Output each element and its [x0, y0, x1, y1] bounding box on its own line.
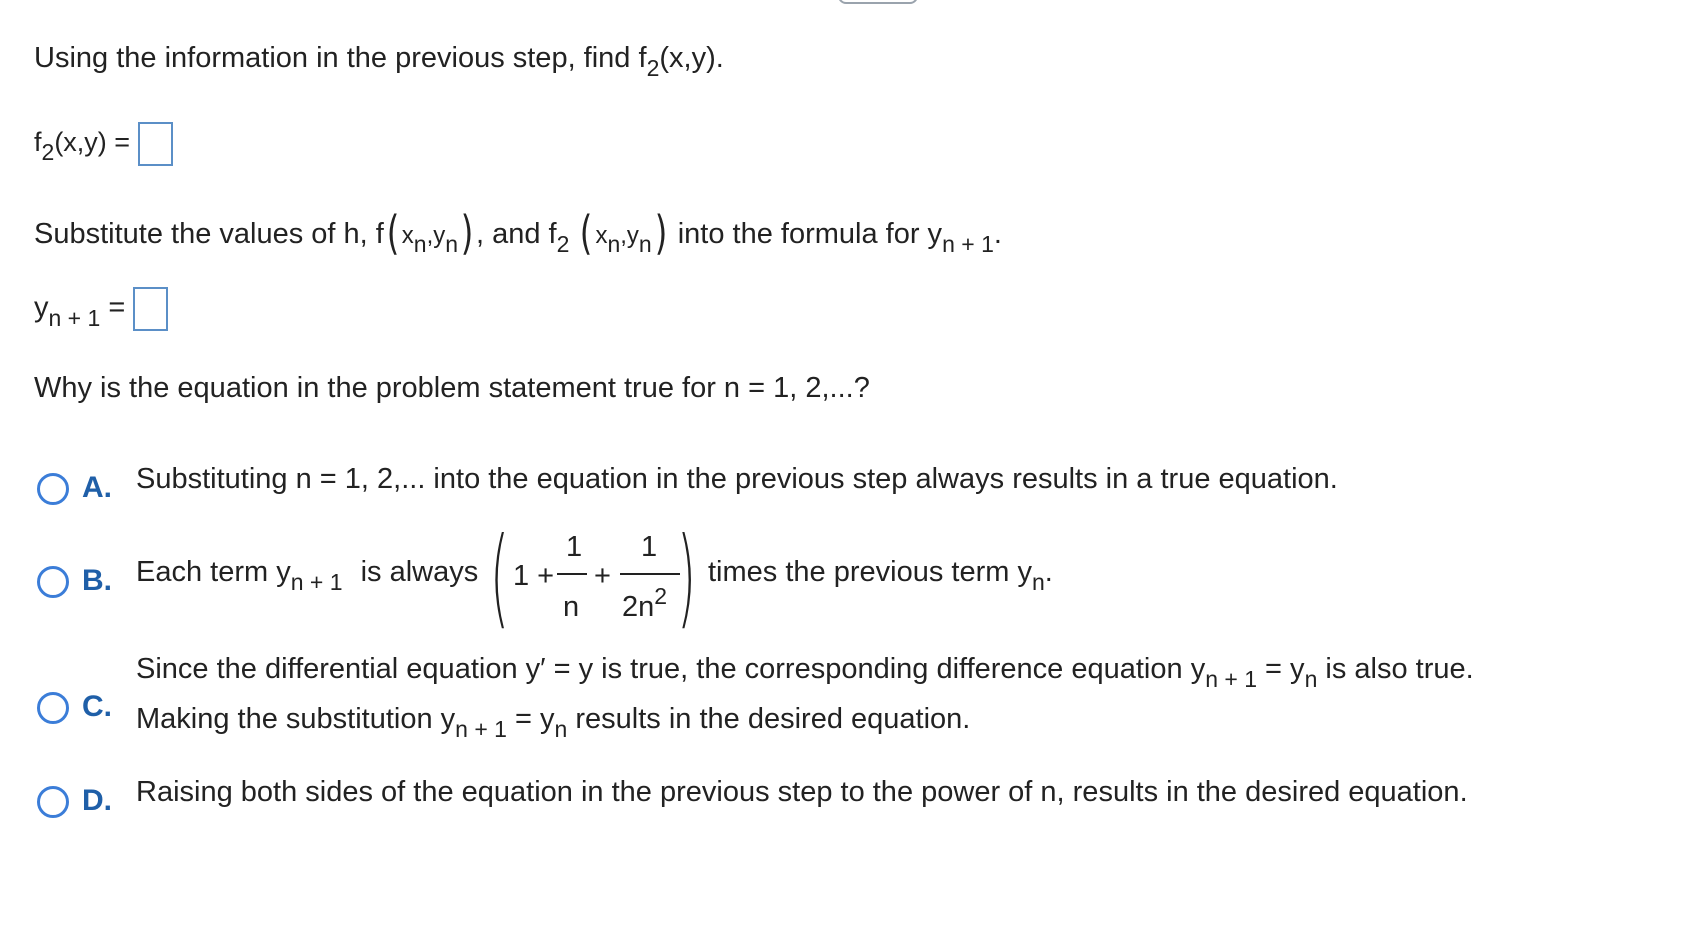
step2-prompt-mid: into the formula for y [677, 218, 943, 250]
option-c-line2-mid: = y [506, 703, 555, 735]
right-paren: ) [460, 206, 474, 260]
step1-prompt-sub: 2 [646, 55, 660, 81]
yn-sub: n [445, 231, 459, 257]
option-b-mid: is always [360, 556, 479, 588]
step1-equation [34, 122, 173, 166]
xn-comma-2: , [620, 222, 627, 249]
f2-answer-input[interactable] [138, 122, 173, 166]
step1-prompt [34, 42, 724, 81]
left-paren-2: ( [580, 206, 593, 260]
step2-eq-y: y [34, 291, 49, 324]
option-b-frac2-den [622, 583, 668, 624]
option-c-line1-sub2: n [1304, 666, 1318, 692]
xn-comma: , [426, 222, 434, 249]
step2-eq-equals: = [108, 291, 126, 324]
question-text: Why is the equation in the problem statement true for n = 1, 2,...? [34, 372, 870, 404]
option-c-line1-end: is also true. [1317, 653, 1474, 685]
left-paren: ( [386, 206, 400, 260]
option-c-radio[interactable] [37, 692, 69, 724]
option-c-line1-mid: = y [1257, 653, 1305, 685]
option-a-letter: A. [82, 471, 112, 504]
option-c-line2-end: results in the desired equation. [567, 703, 971, 735]
option-b-frac1-line [557, 573, 587, 575]
option-b-sub: n + 1 [290, 569, 343, 595]
option-d-radio[interactable] [37, 786, 69, 818]
option-c-line2-start: Making the substitution y [136, 703, 456, 735]
step2-and-sub: 2 [556, 231, 570, 257]
option-b-frac2-num: 1 [641, 531, 658, 563]
option-b-frac1-num: 1 [566, 531, 583, 563]
option-b-after: times the previous term y [708, 556, 1032, 588]
option-b-letter: B. [82, 564, 112, 597]
top-tab-handle[interactable] [838, 0, 918, 4]
step2-equation [34, 287, 168, 331]
yn-y-2: y [626, 222, 639, 249]
step2-prompt [34, 206, 1002, 260]
xn-sub: n [413, 231, 427, 257]
step2-prompt-end-sub: n + 1 [942, 231, 994, 257]
option-b-text-start[interactable] [136, 556, 479, 595]
option-b-one-plus: 1 + [513, 560, 555, 592]
option-c-line1[interactable] [136, 653, 1474, 692]
step1-prompt-text: Using the information in the previous step, find f [34, 42, 647, 74]
option-c-line2-sub2: n [554, 716, 568, 742]
option-b-end-sub: n [1031, 569, 1045, 595]
step2-and-text: , and f [476, 218, 557, 250]
right-paren-2: ) [654, 206, 667, 260]
option-c-line2-sub: n + 1 [455, 716, 507, 742]
option-d-letter: D. [82, 784, 112, 817]
option-b-frac1-den: n [563, 591, 580, 623]
step1-eq-f: f [34, 127, 42, 158]
option-b-end: . [1044, 556, 1053, 588]
option-b-plus: + [594, 560, 611, 592]
option-b-left-paren: ( [490, 515, 509, 640]
xn-x: x [401, 222, 414, 249]
option-b-frac2-line [620, 573, 680, 575]
xn-sub-2: n [607, 231, 621, 257]
option-c-line1-sub: n + 1 [1205, 666, 1257, 692]
xn-x-2: x [595, 222, 608, 249]
option-b-frac2-den-sup: 2 [654, 583, 668, 609]
step2-prompt-end: . [993, 218, 1002, 250]
yn1-answer-input[interactable] [133, 287, 168, 331]
option-b-right-paren: ) [677, 515, 696, 640]
option-c-line2[interactable] [136, 703, 971, 742]
step2-eq-sub: n + 1 [48, 304, 101, 331]
option-b-radio[interactable] [37, 566, 69, 598]
option-b-frac2-den-text: 2n [622, 591, 655, 623]
option-b-text-after[interactable] [708, 556, 1053, 595]
step2-prompt-text: Substitute the values of h, f [34, 218, 384, 250]
option-d-text[interactable]: Raising both sides of the equation in the previous step to the power of n, results in the desired equation. [136, 776, 1468, 808]
option-c-line1-start: Since the differential equation y′ = y is true, the corresponding difference equation y [136, 653, 1206, 685]
option-b-start: Each term y [136, 556, 291, 588]
option-a-radio[interactable] [37, 473, 69, 505]
step1-prompt-suffix: (x,y). [659, 42, 724, 74]
yn-y: y [433, 222, 446, 249]
step1-eq-sub: 2 [41, 139, 55, 166]
option-a-text[interactable]: Substituting n = 1, 2,... into the equation in the previous step always results in a true equation. [136, 463, 1338, 495]
step1-eq-suffix: (x,y) = [54, 127, 131, 158]
option-c-letter: C. [82, 690, 112, 723]
yn-sub-2: n [638, 231, 652, 257]
